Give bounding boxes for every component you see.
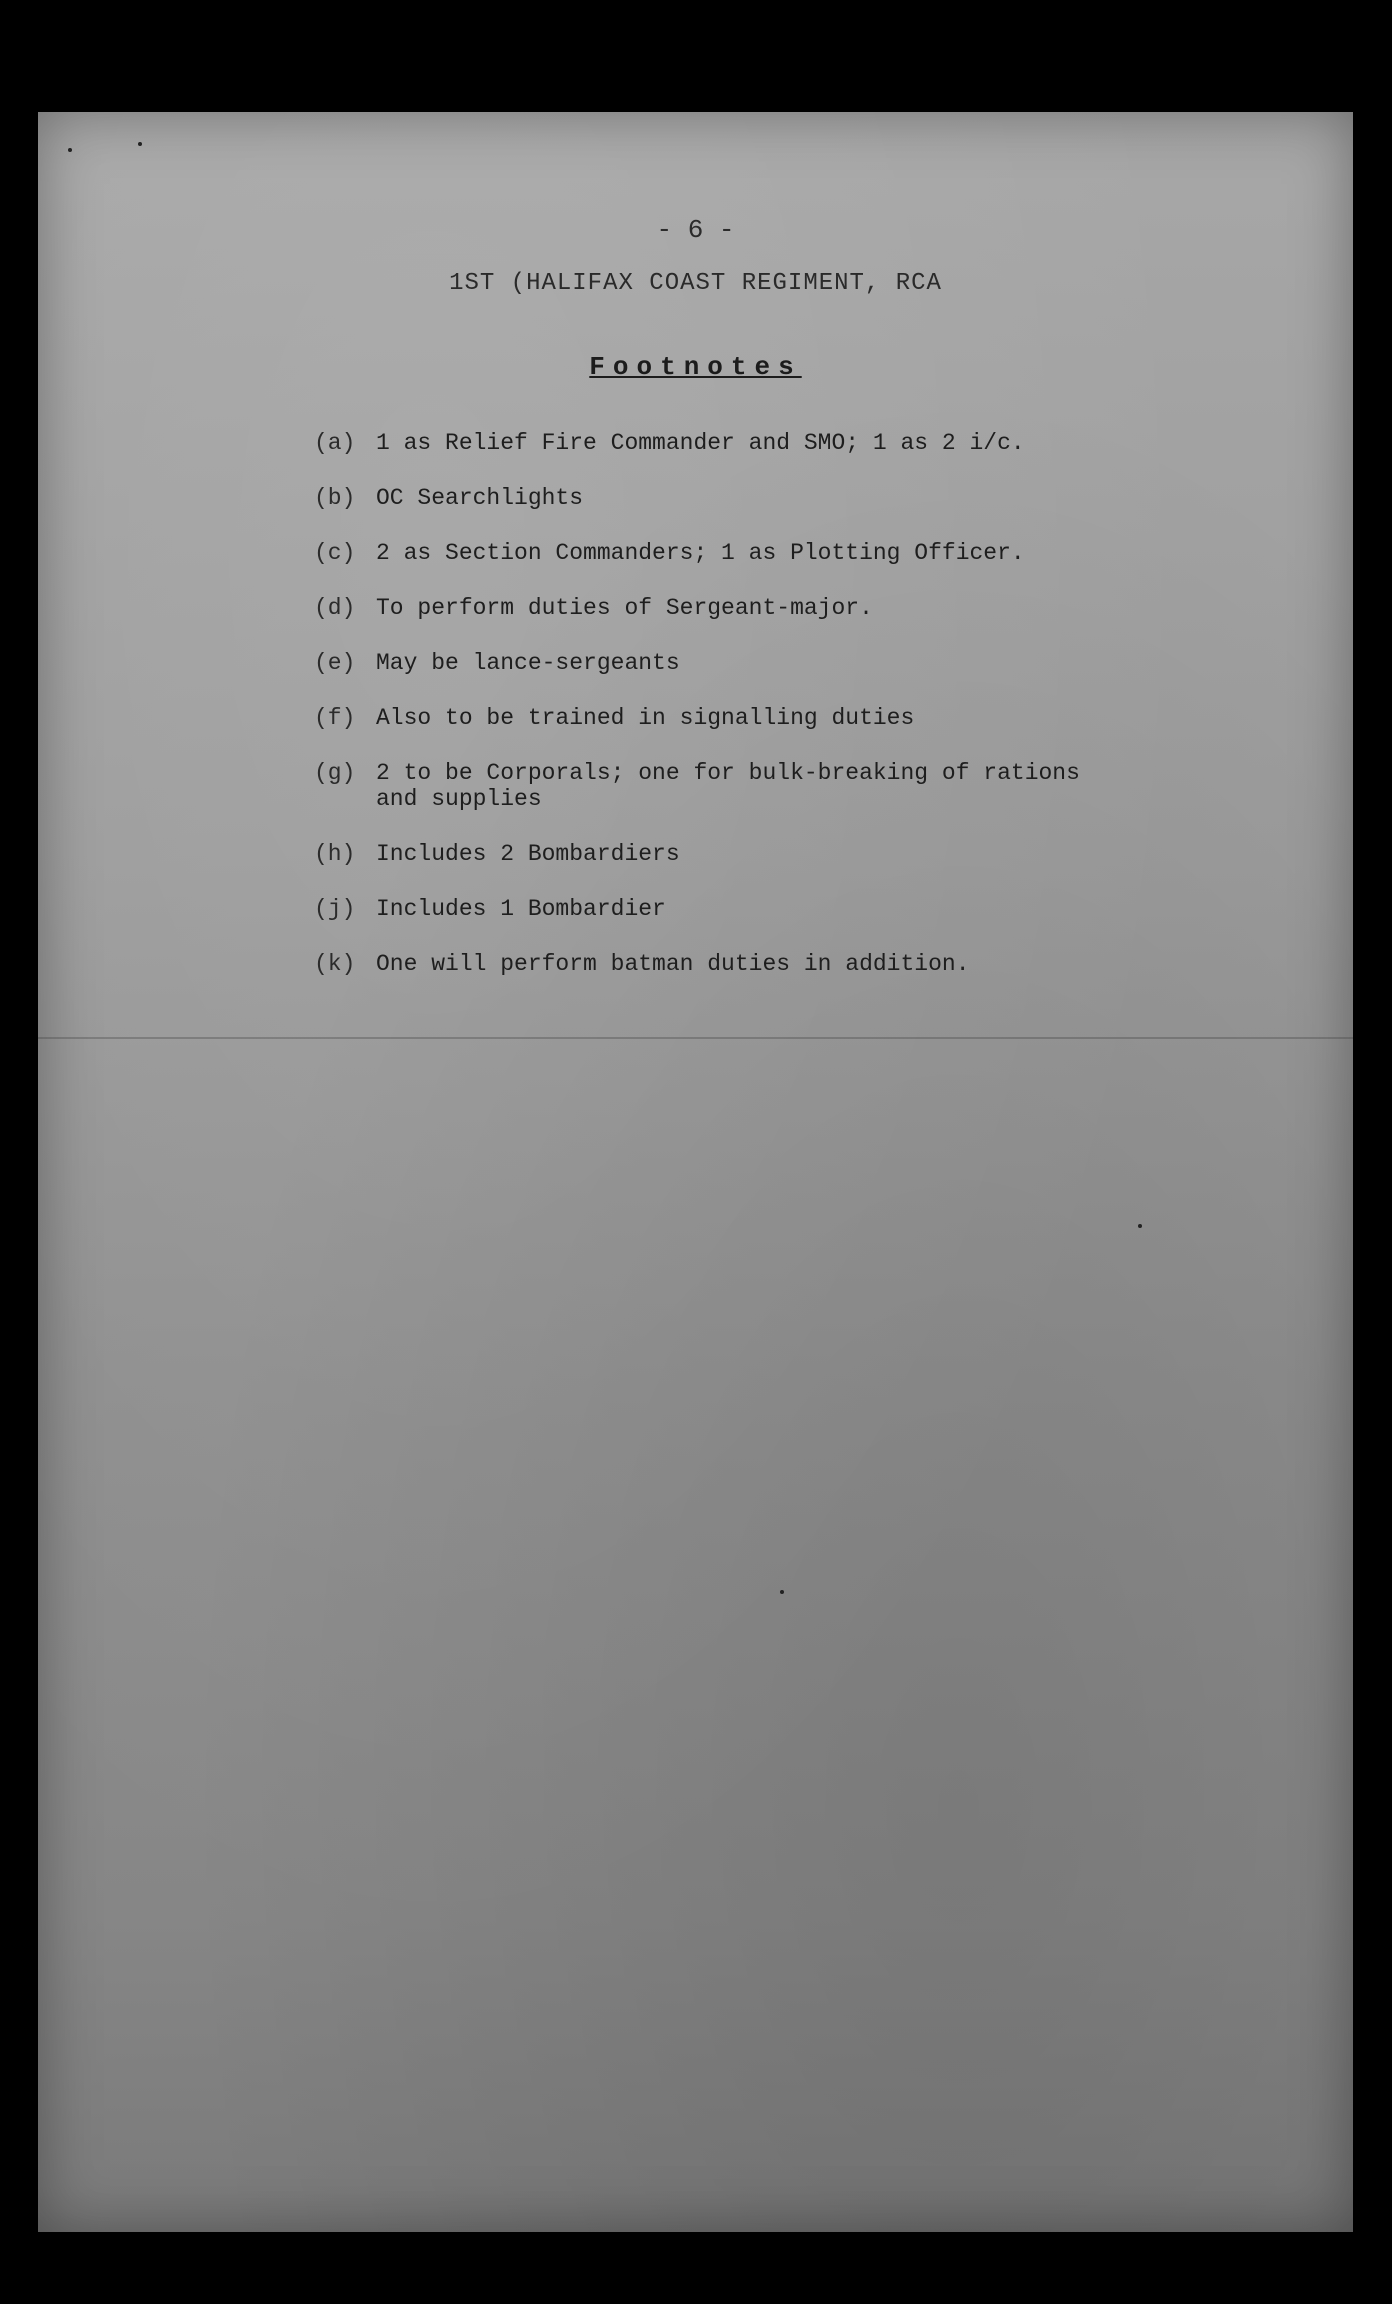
footnote-item (314, 841, 1284, 867)
footnote-text: 2 to be Corporals; one for bulk-breaking of rations and supplies (376, 760, 1080, 812)
fold-line (38, 1037, 1353, 1039)
footnote-letter: (j) (314, 896, 356, 922)
footnote-letter: (g) (314, 760, 356, 786)
footnote-text: Also to be trained in signalling duties (376, 705, 915, 731)
footnote-item (314, 540, 1284, 566)
footnote-list (314, 430, 1284, 1006)
footnote-item (314, 650, 1284, 676)
footnote-letter: (f) (314, 705, 356, 731)
paper-speck (1138, 1224, 1142, 1228)
footnote-letter: (a) (314, 430, 356, 456)
footnote-text: Includes 1 Bombardier (376, 896, 666, 922)
footnote-letter: (d) (314, 595, 356, 621)
footnote-text: 1 as Relief Fire Commander and SMO; 1 as 2 i/c. (376, 430, 1025, 456)
page-number: - 6 - (656, 215, 735, 245)
footnote-text: May be lance-sergeants (376, 650, 680, 676)
paper-speck (780, 1590, 784, 1594)
section-title: Footnotes (589, 352, 802, 382)
footnote-item (314, 896, 1284, 922)
footnote-item (314, 595, 1284, 621)
document-page (38, 112, 1353, 2232)
unit-header: 1ST (HALIFAX COAST REGIMENT, RCA (449, 270, 942, 297)
footnote-letter: (k) (314, 951, 356, 977)
paper-speck (138, 142, 142, 146)
footnote-item (314, 951, 1284, 977)
footnote-item (314, 430, 1284, 456)
footnote-text: 2 as Section Commanders; 1 as Plotting Officer. (376, 540, 1025, 566)
footnote-letter: (e) (314, 650, 356, 676)
footnote-letter: (c) (314, 540, 356, 566)
footnote-text: One will perform batman duties in addition. (376, 951, 970, 977)
footnote-letter: (b) (314, 485, 356, 511)
footnote-text: Includes 2 Bombardiers (376, 841, 680, 867)
footnote-letter: (h) (314, 841, 356, 867)
paper-speck (68, 148, 72, 152)
footnote-text: To perform duties of Sergeant-major. (376, 595, 873, 621)
footnote-item (314, 705, 1284, 731)
footnote-text: OC Searchlights (376, 485, 584, 511)
footnote-item (314, 485, 1284, 511)
footnote-item (314, 760, 1284, 812)
